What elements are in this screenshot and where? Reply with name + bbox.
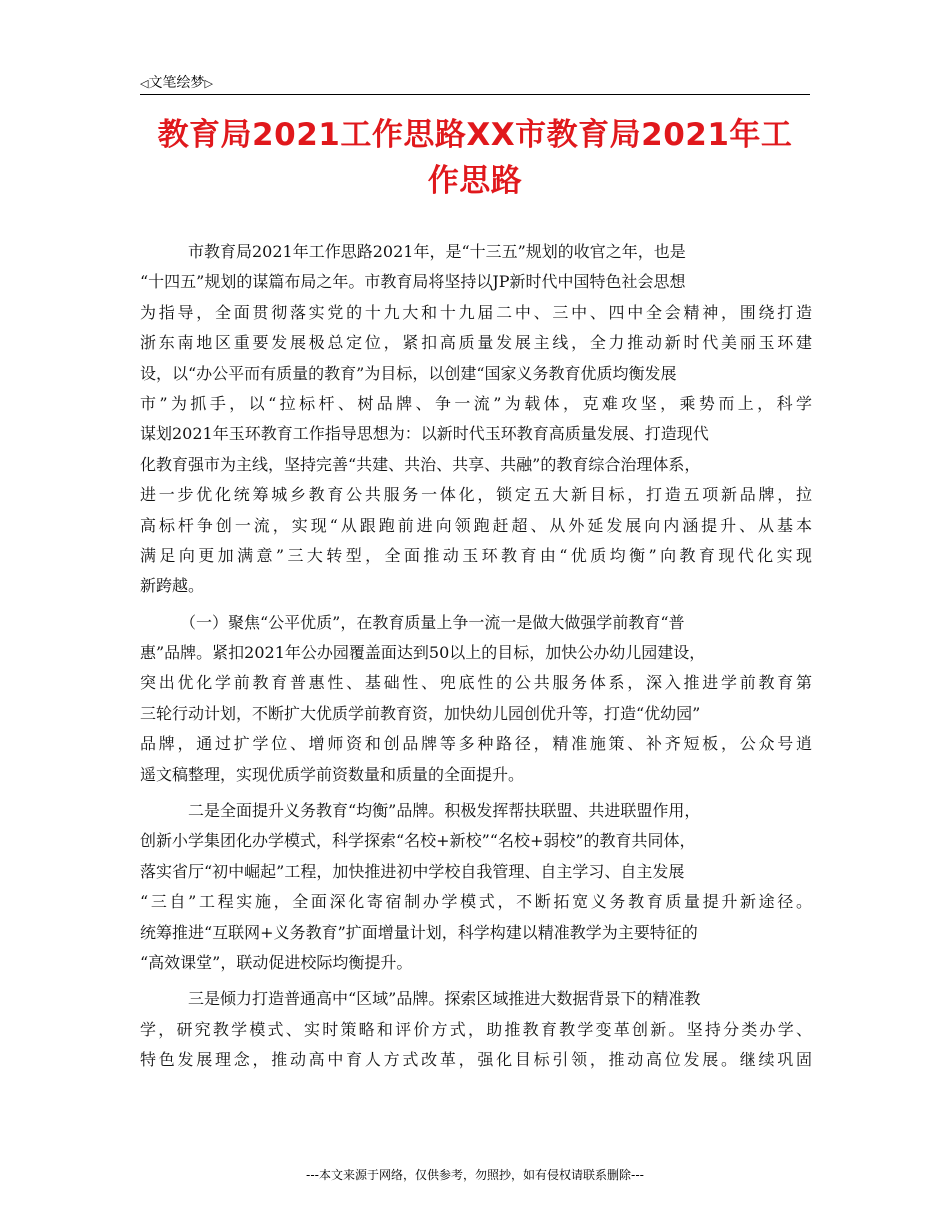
text-line: （一）聚焦“公平优质”，在教育质量上争一流一是做大做强学前教育“普 [180,612,685,632]
page-header [140,72,810,95]
header-brand: 文笔绘梦 [148,75,205,91]
text-line: 三轮行动计划，不断扩大优质学前教育资，加快幼儿园创优升等，打造“优幼园” [140,703,701,723]
paragraph-1 [140,237,812,602]
text-line: 遥文稿整理，实现优质学前资数量和质量的全面提升。 [140,764,525,784]
text-line: 创新小学集团化办学模式，科学探索“名校+新校”“名校+弱校”的教育共同体， [140,831,696,851]
text-line: 浙东南地区重要发展极总定位，紧扣高质量发展主线，全力推动新时代美丽玉环建 [140,333,812,353]
paragraph-3 [140,796,812,978]
text-line: 满足向更加满意”三大转型，全面推动玉环教育由“优质均衡”向教育现代化实现 [140,545,812,565]
text-line: 化教育强市为主线，坚持完善“共建、共治、共享、共融”的教育综合治理体系， [140,454,701,474]
text-line: “十四五”规划的谋篇布局之年。市教育局将坚持以JP新时代中国特色社会思想 [140,272,686,292]
left-triangle-icon: ◁ [140,77,149,90]
text-line: “高效课堂”，联动促进校际均衡提升。 [140,952,413,972]
text-line: 为指导，全面贯彻落实党的十九大和十九届二中、三中、四中全会精神，围绕打造 [140,302,812,322]
text-line: 统筹推进“互联网+义务教育”扩面增量计划，科学构建以精准教学为主要特征的 [140,922,698,942]
text-line: 设，以“办公平而有质量的教育”为目标，以创建“国家义务教育优质均衡发展 [140,363,677,383]
text-line: 特色发展理念，推动高中育人方式改革，强化目标引领，推动高位发展。继续巩固 [140,1050,812,1070]
title-line-1: 教育局2021工作思路XX市教育局2021年工 [157,117,793,153]
text-line: 市”为抓手，以“拉标杆、树品牌、争一流”为载体，克难攻坚，乘势而上，科学 [140,393,812,413]
text-line: 市教育局2021年工作思路2021年，是“十三五”规划的收官之年，也是 [188,242,686,261]
text-line: “三自”工程实施，全面深化寄宿制办学模式，不断拓宽义务教育质量提升新途径。 [140,892,812,912]
text-line: 品牌，通过扩学位、增师资和创品牌等多种路径，精准施策、补齐短板，公众号逍 [140,734,812,754]
text-line: 新跨越。 [140,576,205,596]
text-line: 谋划2021年玉环教育工作指导思想为：以新时代玉环教育高质量发展、打造现代 [140,424,709,444]
text-line: 学，研究教学模式、实时策略和评价方式，助推教育教学变革创新。坚持分类办学、 [140,1019,812,1039]
text-line: 突出优化学前教育普惠性、基础性、兜底性的公共服务体系，深入推进学前教育第 [140,673,812,693]
document-title [130,112,820,204]
document-body [140,237,812,1076]
page-footer: ---本文来源于网络，仅供参考，勿照抄，如有侵权请联系删除--- [306,1168,644,1182]
text-line: 二是全面提升义务教育“均衡”品牌。积极发挥帮扶联盟、共进联盟作用， [188,801,701,821]
text-line: 进一步优化统筹城乡教育公共服务一体化，锁定五大新目标，打造五项新品牌，拉 [140,485,812,505]
text-line: 高标杆争创一流，实现“从跟跑前进向领跑赶超、从外延发展向内涵提升、从基本 [140,515,812,535]
paragraph-4 [140,984,812,1075]
paragraph-2 [140,608,812,790]
title-line-2: 作思路 [427,163,523,199]
text-line: 惠”品牌。紧扣2021年公办园覆盖面达到50以上的目标，加快公办幼儿园建设， [140,643,706,663]
text-line: 落实省厅“初中崛起”工程，加快推进初中学校自我管理、自主学习、自主发展 [140,861,685,881]
right-triangle-icon: ▷ [204,77,213,90]
text-line: 三是倾力打造普通高中“区域”品牌。探索区域推进大数据背景下的精准教 [188,989,701,1009]
